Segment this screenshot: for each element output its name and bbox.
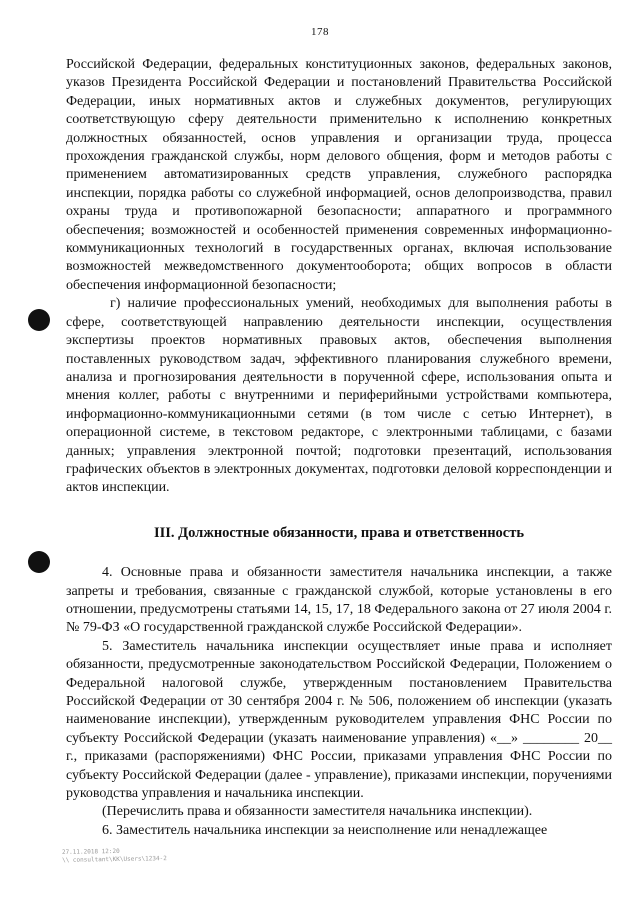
paragraph-5: 5. Заместитель начальника инспекции осуществляет иные права и исполняет обязанности, предусмотренные законодательством Российской Федерации, Положением о Федеральной налоговой службе, утвержденным постановлением Правительства Российской Федерации от 30 сентября 2004 г. № 506, положением об инспекции (указать наименование инспекции), утвержденным руководителем управления ФНС России по субъекту Российской Федерации (указать наименование управления) «__» ________ 20__ г., приказами (распоряжениями) ФНС России, приказами управления ФНС России по субъекту Российской Федерации (далее - управление), приказами инспекции, поручениями руководства управления и начальника инспекции. xyxy=(66,638,612,802)
page-number: 178 xyxy=(311,26,329,38)
section-heading: III. Должностные обязанности, права и ответственность xyxy=(153,524,525,541)
document-body xyxy=(66,56,612,840)
paragraph-4: 4. Основные права и обязанности заместителя начальника инспекции, а также запреты и требования, связанные с гражданской службой, которые установлены в его отношении, предусмотрены статьями 14, 15, 17, 18 Федерального закона от 27 июля 2004 г. № 79-ФЗ «О государственной гражданской службе Российской Федерации». xyxy=(66,565,612,636)
paragraph-skills: г) наличие профессиональных умений, необходимых для выполнения работы в сфере, соответствующей направлению деятельности инспекции, осуществления экспертизы проектов нормативных правовых актов, обеспечения выполнения поставленных руководством задач, эффективного планирования служебного времени, анализа и прогнозирования деятельности в порученной сфере, использования опыта и мнения коллег, работы с внутренними и периферийными устройствами компьютера, информационно-коммуникационными сетями (в том числе с сетью Интернет), в операционной системе, в текстовом редакторе, с электронными таблицами, с базами данных; управления электронной почтой; подготовки презентаций, использования графических объектов в электронных документах, подготовки деловой корреспонденции и актов инспекции. xyxy=(66,296,612,496)
paragraph-continuation: Российской Федерации, федеральных конституционных законов, федеральных законов, указов Президента Российской Федерации и постановлений Правительства Российской Федерации, иных нормативных актов и служебных документов, регулирующих соответствующую сферу деятельности применительно к исполнению конкретных должностных обязанностей, основ управления и организации труда, процесса прохождения гражданской службы, норм делового общения, форм и методов работы с применением автоматизированных средств управления, служебного распорядка инспекции, порядка работы со служебной информацией, основ делопроизводства, правил охраны труда и противопожарной безопасности; аппаратного и программного обеспечения; возможностей и особенностей применения современных информационно-коммуникационных технологий в государственных органах, включая использование возможностей межведомственного документооборота; общих вопросов в области обеспечения информационной безопасности; xyxy=(66,57,612,293)
footer-stamp xyxy=(62,847,167,865)
paragraph-6: 6. Заместитель начальника инспекции за неисполнение или ненадлежащее xyxy=(102,822,548,838)
punch-hole-upper xyxy=(28,309,50,331)
footer-stamp-path: \\ consultant\KK\Users\1234-2 xyxy=(62,855,167,864)
paragraph-list-note: (Перечислить права и обязанности заместителя начальника инспекции). xyxy=(102,804,533,820)
punch-hole-lower xyxy=(28,551,50,573)
footer-stamp-date: 27.11.2018 12:20 xyxy=(61,847,120,856)
